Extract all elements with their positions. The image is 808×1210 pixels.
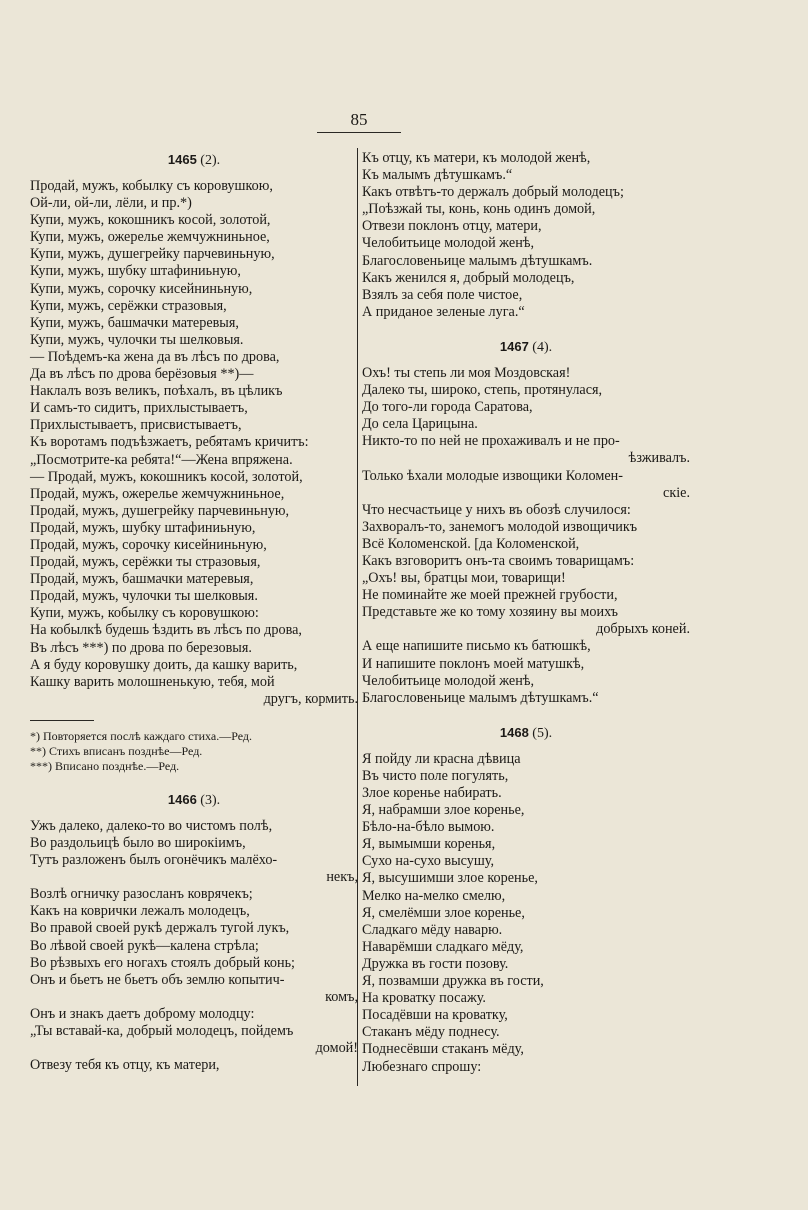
verse-line: Никто-то по ней не прохаживалъ и не про- (362, 433, 620, 450)
song-text-1466 (30, 886, 358, 989)
verse-line: Какъ взговоритъ онъ-та своимъ товарищамъ: (362, 552, 635, 569)
footnote: *) Повторяется послѣ каждаго стиха.—Ред. (30, 728, 253, 743)
verse-line: Представьте же ко тому хозяину вы моихъ (362, 604, 618, 621)
verse-line: Купи, мужъ, шубку штафиниьную, (30, 263, 241, 280)
verse-line: Я, вымымши коренья, (362, 836, 496, 853)
verse-line: А я буду коровушку доить, да кашку варить, (30, 656, 298, 673)
verse-line: Только ѣхали молодые извощики Коломен- (362, 467, 623, 484)
song-subnumber: (4). (532, 339, 553, 355)
verse-line: Онъ и знакъ даетъ доброму молодцу: (30, 1005, 255, 1022)
song-text-1467 (362, 365, 690, 450)
verse-line: Я пойду ли красна дѣвица (362, 750, 521, 767)
song-text-1465 (30, 178, 358, 691)
song-text-1466 (30, 818, 358, 869)
song-number: 1466 (167, 791, 197, 807)
verse-line: Сухо на-сухо высушу, (362, 853, 494, 870)
verse-line: Купи, мужъ, чулочки ты шелковыя. (30, 331, 244, 348)
verse-line: На кобылкѣ будешь ѣздить въ лѣсъ по дрова, (30, 622, 302, 639)
verse-line: Взялъ за себя поле чистое, (362, 286, 523, 303)
verse-line: А приданое зеленые луга.“ (362, 303, 525, 320)
verse-line: „Ты вставай-ка, добрый молодецъ, пойдемъ (30, 1023, 294, 1040)
verse-line: Челобитьице молодой женѣ, (362, 235, 535, 252)
verse-line: Продай, мужъ, башмачки матеревыя, (30, 571, 254, 588)
verse-continuation: комъ, (325, 988, 358, 1005)
verse-line: Всё Коломенской. [да Коломенской, (362, 535, 580, 552)
song-subnumber: (3). (200, 792, 221, 808)
left-column (30, 150, 358, 1074)
verse-line: Купи, мужъ, серёжки стразовыя, (30, 297, 227, 314)
verse-line: Къ отцу, къ матери, къ молодой женѣ, (362, 150, 591, 166)
verse-line: Не поминайте же моей прежней грубости, (362, 587, 618, 604)
verse-line: Во правой своей рукѣ держалъ тугой лукъ, (30, 920, 290, 937)
verse-line: Во лѣвой своей рукѣ—калена стрѣла; (30, 937, 259, 954)
song-number: 1465 (167, 152, 197, 167)
verse-line: Дружка въ гости позову. (362, 955, 509, 972)
verse-line: Купи, мужъ, ожерелье жемчужниньное, (30, 229, 270, 246)
song-text-1466 (30, 1057, 358, 1074)
verse-line: Стаканъ мёду поднесу. (362, 1024, 500, 1041)
verse-continuation: добрыхъ коней. (596, 621, 690, 638)
verse-continuation: ѣзживалъ. (628, 450, 690, 467)
verse-line: Наклалъ возъ великъ, поѣхалъ, въ цѣликъ (30, 383, 283, 400)
verse-line: Благословеньице малымъ дѣтушкамъ. (362, 252, 593, 269)
verse-line: Прихлыстываетъ, присвистываетъ, (30, 417, 242, 434)
verse-line: Какъ на коврички лежалъ молодецъ, (30, 903, 250, 920)
verse-line: „Поѣзжай ты, конь, конь одинъ домой, (362, 201, 596, 218)
footnotes (30, 729, 358, 774)
song-number: 1467 (499, 338, 529, 354)
footnote: ***) Вписано позднѣе.—Ред. (30, 758, 180, 773)
song-text-1466 (30, 1006, 358, 1040)
song-text-1466-continued (362, 150, 690, 321)
verse-line: — Продай, мужъ, кокошникъ косой, золотой, (30, 468, 303, 485)
song-text-1467 (362, 638, 690, 706)
verse-line: Отвезу тебя къ отцу, къ матери, (30, 1057, 220, 1074)
verse-line: Продай, мужъ, шубку штафиниьную, (30, 519, 256, 536)
verse-line: Посадёвши на кроватку, (362, 1007, 508, 1024)
verse-line: „Охъ! вы, братцы мои, товарищи! (362, 570, 566, 587)
verse-line: Во рѣзвыхъ его ногахъ стоялъ добрый конь; (30, 954, 296, 971)
verse-line: А еще напишите письмо къ батюшкѣ, (362, 638, 591, 655)
verse-line: Я, набрамши злое коренье, (362, 802, 525, 819)
verse-line: До села Царицына. (362, 416, 478, 433)
verse-line: Я, смелёмши злое коренье, (362, 904, 525, 921)
verse-line: Челобитьице молодой женѣ, (362, 672, 535, 689)
verse-line: Купи, мужъ, кокошникъ косой, золотой, (30, 212, 271, 229)
verse-line: Наварёмши сладкаго мёду, (362, 938, 524, 955)
verse-line: Какъ женился я, добрый молодецъ, (362, 269, 575, 286)
verse-line: — Поѣдемъ-ка жена да въ лѣсъ по дрова, (30, 348, 280, 365)
verse-line: Купи, мужъ, кобылку съ коровушкою: (30, 605, 259, 622)
verse-line: Бѣло-на-бѣло вымою. (362, 819, 495, 836)
verse-line: Купи, мужъ, сорочку кисейниньную, (30, 280, 253, 297)
footnote: **) Стихъ вписанъ позднѣе—Ред. (30, 743, 203, 758)
verse-line: И напишите поклонъ моей матушкѣ, (362, 655, 585, 672)
song-heading-1468 (362, 723, 690, 743)
verse-line: Ой-ли, ой-ли, лёли, и пр.*) (30, 195, 192, 212)
verse-line: Ужъ далеко, далеко-то во чистомъ полѣ, (30, 817, 273, 834)
verse-continuation: другъ, кормить. (263, 690, 358, 707)
verse-line: На кроватку посажу. (362, 990, 486, 1007)
verse-line: Въ чисто поле погулять, (362, 767, 509, 784)
verse-line: „Посмотрите-ка ребята!“—Жена впряжена. (30, 451, 293, 468)
verse-line: Поднесёвши стаканъ мёду, (362, 1041, 524, 1058)
verse-line: До того-ли города Саратова, (362, 399, 533, 416)
verse-line: Продай, мужъ, чулочки ты шелковыя. (30, 588, 258, 605)
verse-line: Я, позвамши дружка въ гости, (362, 973, 544, 990)
verse-line: Купи, мужъ, башмачки матеревыя, (30, 314, 239, 331)
verse-line: Продай, мужъ, серёжки ты стразовыя, (30, 554, 261, 571)
footnote-rule (30, 720, 94, 721)
song-text-1468 (362, 751, 690, 1076)
verse-line: Продай, мужъ, душегрейку парчевиньную, (30, 502, 290, 519)
song-heading-1467 (362, 337, 690, 357)
verse-line: И самъ-то сидитъ, прихлыстываетъ, (30, 400, 248, 417)
verse-line: Во раздольицѣ было во широкіимъ, (30, 835, 246, 851)
song-text-1467 (362, 468, 690, 485)
verse-line: Продай, мужъ, ожерелье жемчужниньное, (30, 485, 285, 502)
verse-line: Любезнаго спрошу: (362, 1058, 482, 1075)
verse-line: Въ лѣсъ ***) по дрова по березовыя. (30, 639, 252, 656)
verse-line: Къ воротамъ подъѣзжаетъ, ребятамъ кричитъ: (30, 434, 309, 451)
verse-line: Отвези поклонъ отцу, матери, (362, 218, 542, 235)
verse-line: Захворалъ-то, занемогъ молодой извощичикъ (362, 518, 638, 535)
verse-line: Да въ лѣсъ по дрова берёзовыя **)— (30, 366, 254, 383)
song-subnumber: (5). (532, 725, 553, 741)
verse-continuation: домой! (315, 1040, 358, 1057)
verse-line: Злое коренье набирать. (362, 785, 502, 801)
song-number: 1468 (499, 724, 529, 740)
verse-line: Къ малымъ дѣтушкамъ.“ (362, 167, 513, 184)
verse-line: Что несчастьице у нихъ въ обозѣ случилося: (362, 501, 631, 518)
verse-line: Какъ отвѣтъ-то держалъ добрый молодецъ; (362, 184, 624, 201)
verse-line: Охъ! ты степь ли моя Моздовская! (362, 364, 571, 381)
verse-line: Онъ и бьетъ не бьетъ объ землю копытич- (30, 971, 285, 988)
song-subnumber: (2). (200, 153, 221, 168)
song-heading-1465 (30, 150, 358, 170)
right-column (362, 150, 690, 1076)
verse-continuation: скіе. (663, 484, 690, 501)
verse-line: Благословеньице малымъ дѣтушкамъ.“ (362, 689, 599, 706)
verse-line: Кашку варить молошненькую, тебя, мой (30, 673, 275, 690)
header-rule (317, 132, 401, 133)
verse-line: Мелко на-мелко смелю, (362, 887, 506, 904)
song-heading-1466 (30, 790, 358, 810)
verse-line: Далеко ты, широко, степь, протянулася, (362, 382, 603, 399)
page-number: 85 (350, 110, 368, 129)
verse-line: Я, высушимши злое коренье, (362, 870, 538, 887)
verse-continuation: некъ, (326, 869, 358, 886)
verse-line: Сладкаго мёду наварю. (362, 921, 503, 938)
verse-line: Продай, мужъ, сорочку кисейниньную, (30, 536, 267, 553)
verse-line: Возлѣ огничку разосланъ коврячекъ; (30, 886, 253, 903)
song-text-1467 (362, 502, 690, 622)
verse-line: Купи, мужъ, душегрейку парчевиньную, (30, 246, 275, 263)
verse-line: Продай, мужъ, кобылку съ коровушкою, (30, 178, 273, 194)
verse-line: Тутъ разложенъ былъ огонёчикъ малёхо- (30, 852, 278, 869)
